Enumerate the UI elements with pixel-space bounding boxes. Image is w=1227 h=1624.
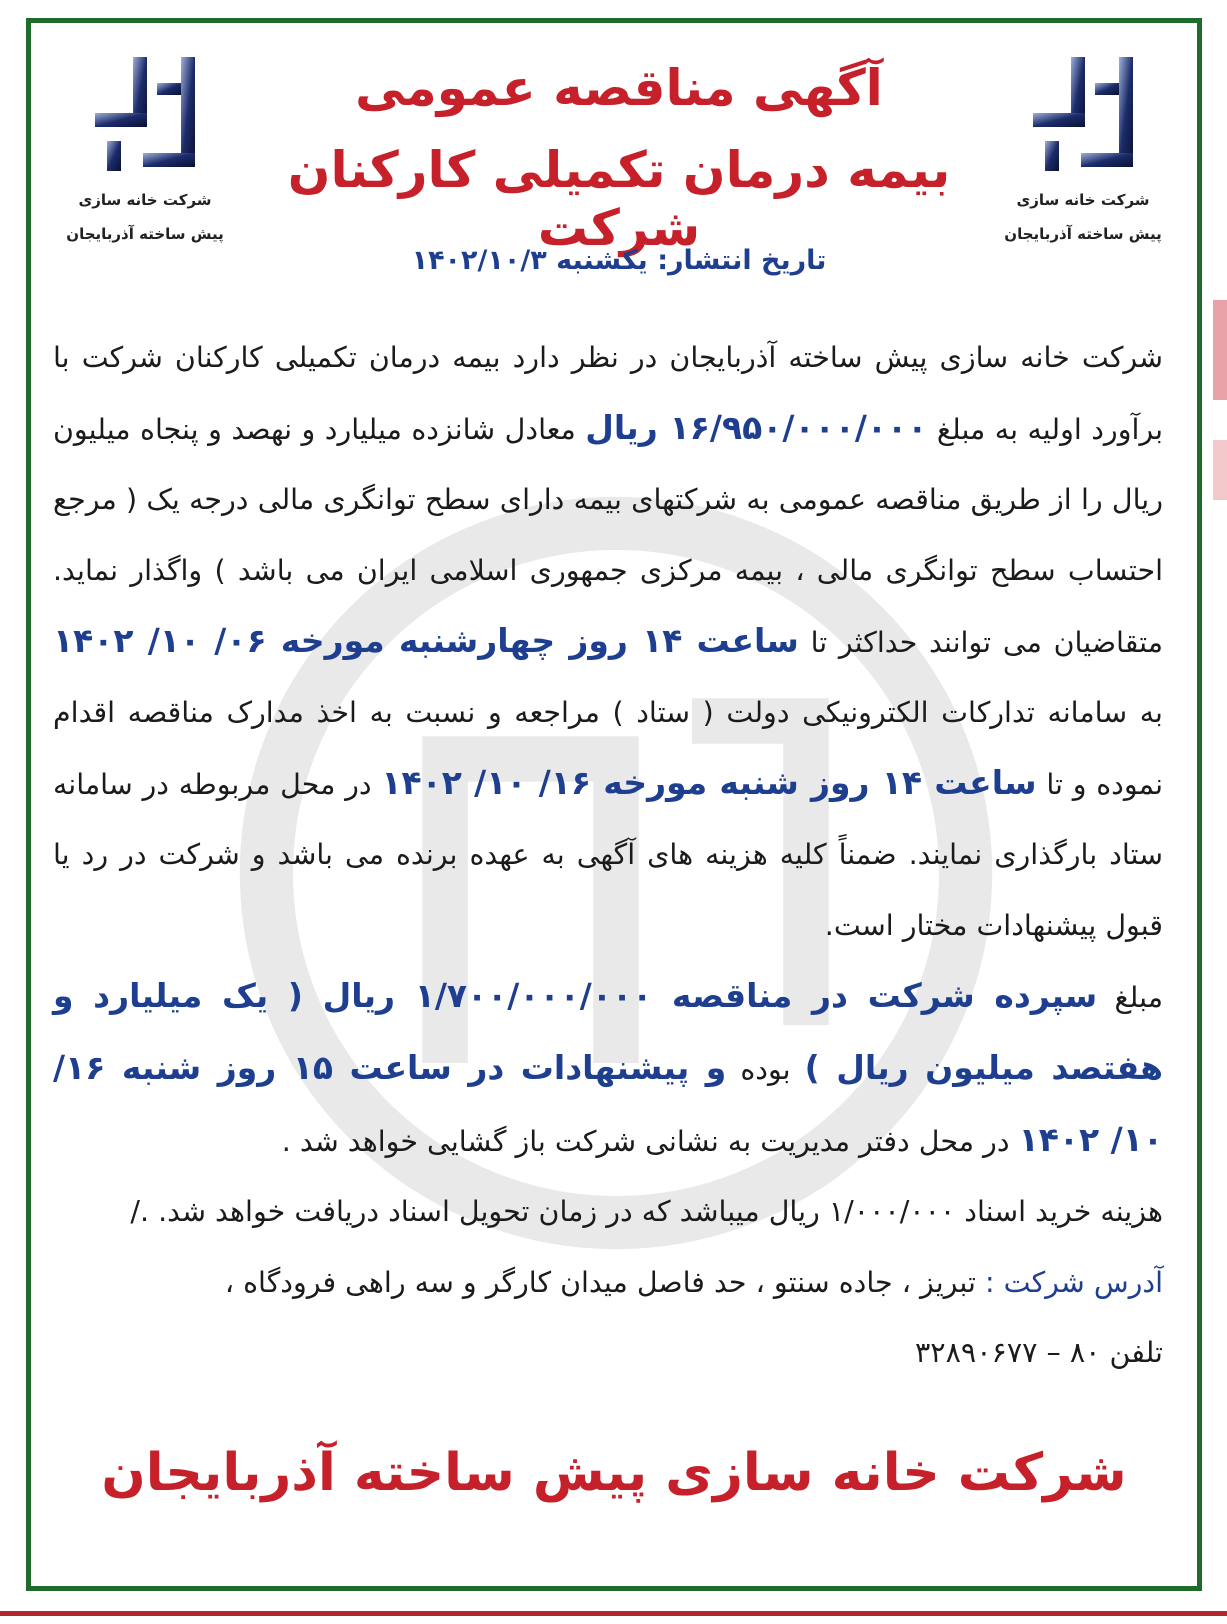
notice-title: آگهی مناقصه عمومی: [355, 59, 883, 117]
phone-paragraph: [53, 1318, 1163, 1388]
company-logo-right: [983, 53, 1183, 251]
body-text: بوده: [740, 1053, 791, 1087]
edge-mark: [1213, 440, 1227, 500]
document-deadline: ساعت ۱۴ روز چهارشنبه مورخه ۰۶/ ۱۰/ ۱۴۰۲: [53, 620, 799, 660]
document-fee-text: هزینه خرید اسناد ۱/۰۰۰/۰۰۰ ریال میباشد که در زمان تحویل اسناد دریافت خواهد شد. ./: [130, 1195, 1163, 1229]
company-logo-left: [45, 53, 245, 251]
edge-mark: [1213, 300, 1227, 400]
logo-caption-line2: پیش ساخته آذربایجان: [1004, 225, 1162, 243]
body-paragraph: [53, 1177, 1163, 1247]
notice-frame: [26, 18, 1202, 1591]
submission-deadline: ساعت ۱۴ روز شنبه مورخه ۱۶/ ۱۰/ ۱۴۰۲: [381, 763, 1037, 803]
address-text: تبریز ، جاده سنتو ، حد فاصل میدان کارگر و سه راهی فرودگاه ،: [224, 1265, 976, 1299]
estimated-amount: ۱۶/۹۵۰/۰۰۰/۰۰۰ ریال: [585, 408, 928, 448]
address-label: آدرس شرکت :: [984, 1265, 1163, 1299]
notice-body: [53, 323, 1163, 1388]
phone-number: تلفن ۸۰ – ۳۲۸۹۰۶۷۷: [914, 1335, 1163, 1369]
bottom-rule: [0, 1611, 1227, 1616]
body-paragraph: [53, 961, 1163, 1178]
notice-subtitle: بیمه درمان تکمیلی کارکنان شرکت: [287, 141, 951, 257]
body-text: معادل شانزده میلیارد و نهصد و پنجاه میلیون ریال را از طریق مناقصه عمومی به شرکتهای بیمه دارای سطح توانگری مالی درجه یک ( مرجع احتساب سطح توانگری مالی ، بیمه مرکزی جمهوری اسلامی ایران می باشد ) واگذار نماید. متقاضیان می توانند حداکثر تا: [53, 413, 1163, 659]
publish-date: تاریخ انتشار: یکشنبه ۱۴۰۲/۱۰/۳: [411, 245, 827, 276]
company-logo-icon: [1023, 53, 1143, 183]
opening-date: و پیشنهادات در ساعت ۱۵ روز شنبه ۱۶/ ۱۰/ ۱۴۰۲: [53, 1048, 1163, 1160]
body-paragraph: [53, 323, 1163, 961]
body-text: در محل مربوطه در سامانه ستاد بارگذاری نمایند. ضمناً کلیه هزینه های آگهی به عهده برنده می باشد و شرکت در رد یا قبول پیشنهادات مختار است.: [53, 768, 1163, 942]
body-text: مبلغ: [1114, 980, 1163, 1014]
logo-caption-line1: شرکت خانه سازی: [78, 191, 212, 209]
body-text: در محل دفتر مدیریت به نشانی شرکت باز گشایی خواهد شد .: [281, 1125, 1010, 1159]
company-name: شرکت خانه سازی پیش ساخته آذربایجان: [101, 1443, 1127, 1503]
address-paragraph: [53, 1248, 1163, 1318]
body-text: شرکت خانه سازی پیش ساخته آذربایجان در نظر دارد بیمه درمان تکمیلی کارکنان شرکت با برآورد اولیه به مبلغ: [53, 341, 1164, 447]
deposit-amount: سپرده شرکت در مناقصه ۱/۷۰۰/۰۰۰/۰۰۰ ریال ( یک میلیارد و هفتصد میلیون ریال ): [53, 975, 1164, 1088]
company-logo-icon: [85, 53, 205, 183]
logo-caption-line2: پیش ساخته آذربایجان: [66, 225, 224, 243]
logo-caption-line1: شرکت خانه سازی: [1016, 191, 1150, 209]
body-text: به سامانه تدارکات الکترونیکی دولت ( ستاد ) مراجعه و نسبت به اخذ مدارک مناقصه اقدام نموده و تا: [53, 696, 1164, 802]
